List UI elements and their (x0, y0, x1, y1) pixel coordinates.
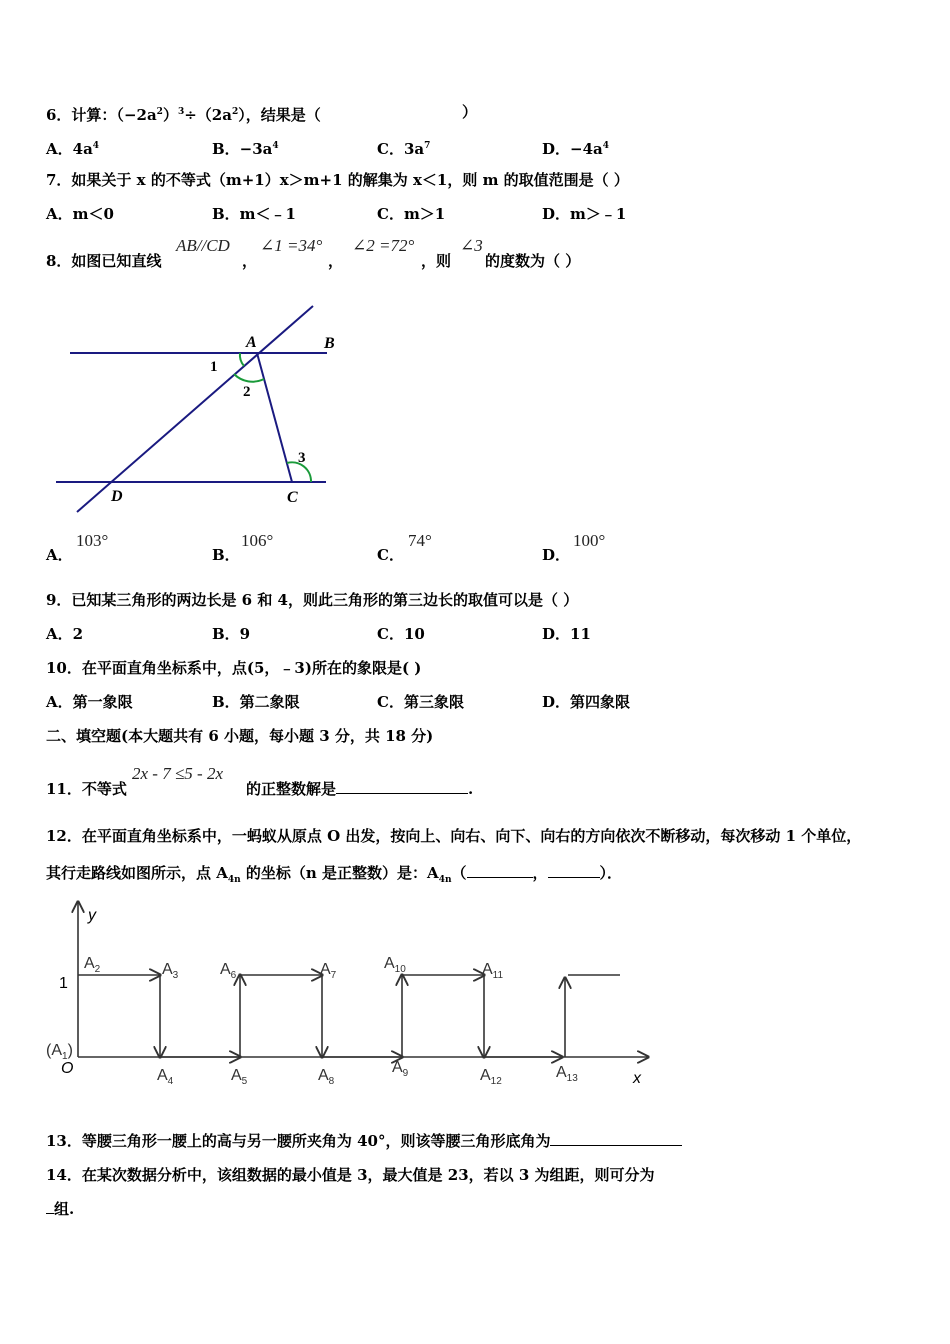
label-a: A (246, 334, 257, 351)
q6-option-c: C．$3a^7$ (377, 140, 431, 158)
q7-stem: 7．如果关于 x 的不等式（m+1）x＞m+1 的解集为 x＜1，则 m 的取值范围是（ ） (46, 171, 629, 189)
q8-option-b-value: 106° (241, 531, 274, 550)
q9-option-c: C．10 (377, 625, 425, 643)
q11-suffix: 的正整数解是 . (246, 780, 474, 798)
svg-text:A6: $A_6$ (220, 961, 237, 981)
svg-text:O: O (61, 1060, 74, 1077)
q7-option-c: C．m＞1 (377, 205, 446, 223)
label-d: D (111, 488, 123, 505)
svg-text:y: y (88, 907, 96, 924)
q13-stem: 13．等腰三角形一腰上的高与另一腰所夹角为 40°，则该等腰三角形底角为 (46, 1131, 682, 1151)
q8-comma-1: ， (242, 252, 258, 270)
q8-option-d-value: 100° (573, 531, 606, 550)
svg-text:1: 1 (59, 975, 68, 992)
q8-prefix: 8．如图已知直线 (46, 252, 162, 270)
q6-close-paren: ） (462, 103, 478, 121)
svg-text:A4: $A_4$ (157, 1067, 174, 1087)
q9-option-d: D．11 (542, 625, 591, 643)
q9-option-b: B．9 (212, 625, 251, 643)
q8-math-angle2: ∠2 =72° (352, 236, 415, 255)
q6-option-a: A．$4a^4$ (46, 140, 100, 158)
svg-text:x: x (633, 1070, 641, 1087)
q10-option-b: B．第二象限 (212, 693, 300, 711)
q6-option-d: D．$-4a^4$ (542, 140, 609, 158)
q10-option-c: C．第三象限 (377, 693, 464, 711)
label-3: 3 (298, 450, 306, 466)
q6-option-b: B．$-3a^4$ (212, 140, 279, 158)
label-1: 1 (210, 359, 218, 375)
q12-line2: 其行走路线如图所示，点 $A_{4n}$ 的坐标（n 是正整数）是：$A_{4n}$（ ， ）． (46, 864, 623, 885)
section-2-heading: 二、填空题(本大题共有 6 小题，每小题 3 分，共 18 分) (46, 727, 434, 745)
q10-option-a: A．第一象限 (46, 693, 133, 711)
svg-text:A8: $A_8$ (318, 1067, 335, 1087)
svg-text:A12: $A_{12}$ (480, 1067, 502, 1087)
q11-math: 2x - 7 ≤5 - 2x (132, 764, 223, 783)
svg-text:A11: $A_{11}$ (482, 961, 504, 981)
q11-prefix: 11．不等式 (46, 780, 127, 798)
q7-option-d: D．m＞﹣1 (542, 205, 627, 223)
svg-text:A7: $A_7$ (320, 961, 337, 981)
q9-option-a: A．2 (46, 625, 84, 643)
svg-text:A10: $A_{10}$ (384, 955, 406, 975)
svg-text:A5: $A_5$ (231, 1067, 248, 1087)
q14-answer-blank[interactable] (46, 1199, 54, 1214)
q12-line1: 12．在平面直角坐标系中，一蚂蚁从原点 O 出发，按向上、向右、向下、向右的方向依次不断移动，每次移动 1 个单位， (46, 827, 862, 845)
svg-text:A3: $A_3$ (162, 961, 179, 981)
q8-option-a-label: A． (46, 546, 73, 564)
q13-answer-blank[interactable] (550, 1131, 682, 1146)
q8-option-a-value: 103° (76, 531, 109, 550)
q10-stem: 10．在平面直角坐标系中，点(5，﹣3)所在的象限是( ) (46, 659, 422, 677)
q7-option-b: B．m＜﹣1 (212, 205, 296, 223)
svg-text:A2: $A_2$ (84, 955, 101, 975)
q8-option-b-label: B． (212, 546, 240, 564)
q8-then: ，则 (421, 252, 452, 270)
q8-option-c-value: 74° (408, 531, 432, 550)
q8-option-d-label: D． (542, 546, 571, 564)
q14-line1: 14．在某次数据分析中，该组数据的最小值是 3，最大值是 23，若以 3 为组距，则可分为 (46, 1166, 655, 1184)
q8-suffix: 的度数为（ ） (485, 252, 581, 270)
svg-text:A13: $A_{13}$ (556, 1064, 578, 1084)
q7-option-a: A．m＜0 (46, 205, 114, 223)
svg-text:A9: $A_9$ (392, 1059, 409, 1079)
svg-text:(A1): $(A_1)$ (46, 1042, 73, 1062)
q8-math-parallel: AB//CD (176, 236, 230, 255)
q8-math-angle1: ∠1 =34° (260, 236, 323, 255)
q10-option-d: D．第四象限 (542, 693, 631, 711)
label-b: B (324, 335, 335, 352)
q14-line2: 组. (46, 1199, 74, 1219)
q8-option-c-label: C． (377, 546, 404, 564)
label-c: C (287, 489, 298, 506)
q8-comma-2: ， (328, 252, 344, 270)
q9-stem: 9．已知某三角形的两边长是 6 和 4，则此三角形的第三边长的取值可以是（ ） (46, 591, 579, 609)
q8-math-angle3: ∠3 (460, 236, 483, 255)
label-2: 2 (243, 384, 251, 400)
q6-stem: 6．计算：$(-2a^2)^3\div(2a^2)$，结果是（ (46, 106, 321, 124)
